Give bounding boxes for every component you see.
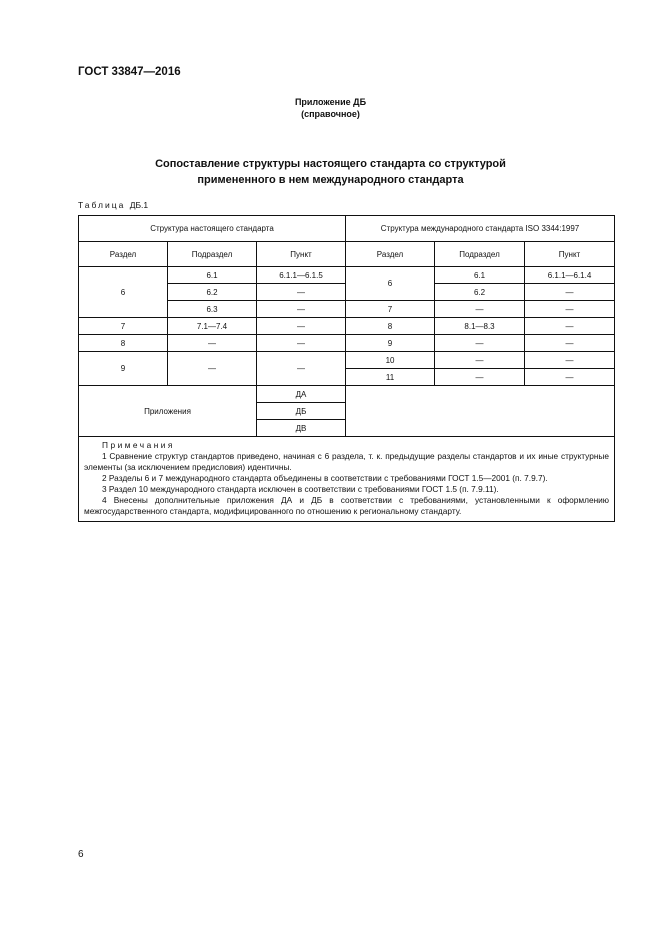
- empty-appendix-area: [346, 386, 615, 437]
- right-section-cell: 7: [346, 301, 435, 318]
- table-row: [79, 352, 615, 369]
- right-section-cell: 8: [346, 318, 435, 335]
- notes-cell: [79, 437, 615, 522]
- page-header-standard: ГОСТ 33847—2016: [78, 66, 181, 78]
- document-title-line-1: Сопоставление структуры настоящего стандарта со структурой: [155, 158, 506, 170]
- right-subsection-cell: —: [435, 352, 525, 369]
- right-subsection-cell: —: [435, 369, 525, 386]
- left-subsection-cell: —: [168, 335, 257, 352]
- table-caption: [78, 200, 148, 210]
- col-header-item: Пункт: [257, 242, 346, 267]
- right-subsection-cell: —: [435, 301, 525, 318]
- col-header-section: Раздел: [79, 242, 168, 267]
- right-subsection-cell: —: [435, 335, 525, 352]
- document-title: [0, 156, 661, 188]
- note-1: 1 Сравнение структур стандартов приведено, начиная с 6 раздела, т. к. предыдущие разделы стандартов и их иные структурные элементы (за исключением предисловия) идентичны.: [84, 451, 610, 472]
- right-structure-header: Структура международного стандарта ISO 3344:1997: [346, 216, 615, 242]
- right-section-cell: 11: [346, 369, 435, 386]
- note-3: 3 Раздел 10 международного стандарта исключен в соответствии с требованиями ГОСТ 1.5 (п. 7.9.11).: [102, 484, 499, 494]
- table-row: [79, 267, 615, 284]
- left-subsection-cell: —: [168, 352, 257, 386]
- table-row: [79, 386, 615, 403]
- document-title-line-2: примененного в нем международного стандарта: [197, 174, 464, 186]
- note-4: 4 Внесены дополнительные приложения ДА и ДБ в соответствии с требованиями, установленными к оформлению межгосударственного стандарта, модифицированного по отношению к региональному стандарту.: [84, 495, 610, 516]
- right-section-cell: 9: [346, 335, 435, 352]
- left-section-cell: 8: [79, 335, 168, 352]
- left-item-cell: —: [257, 318, 346, 335]
- table-header-row: [79, 216, 615, 242]
- right-item-cell: —: [525, 284, 615, 301]
- left-subsection-cell: 6.2: [168, 284, 257, 301]
- right-subsection-cell: 6.2: [435, 284, 525, 301]
- left-item-cell: —: [257, 284, 346, 301]
- right-item-cell: —: [525, 369, 615, 386]
- left-item-cell: 6.1.1—6.1.5: [257, 267, 346, 284]
- left-item-cell: —: [257, 335, 346, 352]
- col-header-subsection: Подраздел: [168, 242, 257, 267]
- col-header-item: Пункт: [525, 242, 615, 267]
- right-section-cell: 6: [346, 267, 435, 301]
- right-section-cell: 10: [346, 352, 435, 369]
- appendix-cell: ДВ: [257, 420, 346, 437]
- left-structure-header: Структура настоящего стандарта: [79, 216, 346, 242]
- col-header-section: Раздел: [346, 242, 435, 267]
- right-subsection-cell: 8.1—8.3: [435, 318, 525, 335]
- appendices-label-cell: Приложения: [79, 386, 257, 437]
- left-subsection-cell: 6.1: [168, 267, 257, 284]
- right-item-cell: —: [525, 335, 615, 352]
- left-section-cell: 7: [79, 318, 168, 335]
- left-subsection-cell: 7.1—7.4: [168, 318, 257, 335]
- right-item-cell: —: [525, 318, 615, 335]
- comparison-table: [78, 215, 615, 522]
- note-2: 2 Разделы 6 и 7 международного стандарта объединены в соответствии с требованиями ГОСТ 1.5—2001 (п. 7.9.7).: [102, 473, 548, 483]
- right-item-cell: —: [525, 352, 615, 369]
- appendix-title: Приложение ДБ: [294, 97, 367, 107]
- right-subsection-cell: 6.1: [435, 267, 525, 284]
- appendix-heading: [0, 96, 661, 120]
- table-caption-number: ДБ.1: [129, 200, 149, 210]
- notes-heading: Примечания: [102, 440, 175, 450]
- left-item-cell: —: [257, 301, 346, 318]
- notes-row: [79, 437, 615, 522]
- appendix-cell: ДБ: [257, 403, 346, 420]
- left-subsection-cell: 6.3: [168, 301, 257, 318]
- table-row: [79, 335, 615, 352]
- right-item-cell: 6.1.1—6.1.4: [525, 267, 615, 284]
- right-item-cell: —: [525, 301, 615, 318]
- table-row: [79, 318, 615, 335]
- table-caption-prefix: Таблица: [78, 200, 126, 210]
- table-column-header-row: [79, 242, 615, 267]
- col-header-subsection: Подраздел: [435, 242, 525, 267]
- appendix-subtitle: (справочное): [301, 109, 360, 119]
- left-section-cell: 6: [79, 267, 168, 318]
- page-number: 6: [78, 849, 84, 860]
- appendix-cell: ДА: [257, 386, 346, 403]
- left-item-cell: —: [257, 352, 346, 386]
- left-section-cell: 9: [79, 352, 168, 386]
